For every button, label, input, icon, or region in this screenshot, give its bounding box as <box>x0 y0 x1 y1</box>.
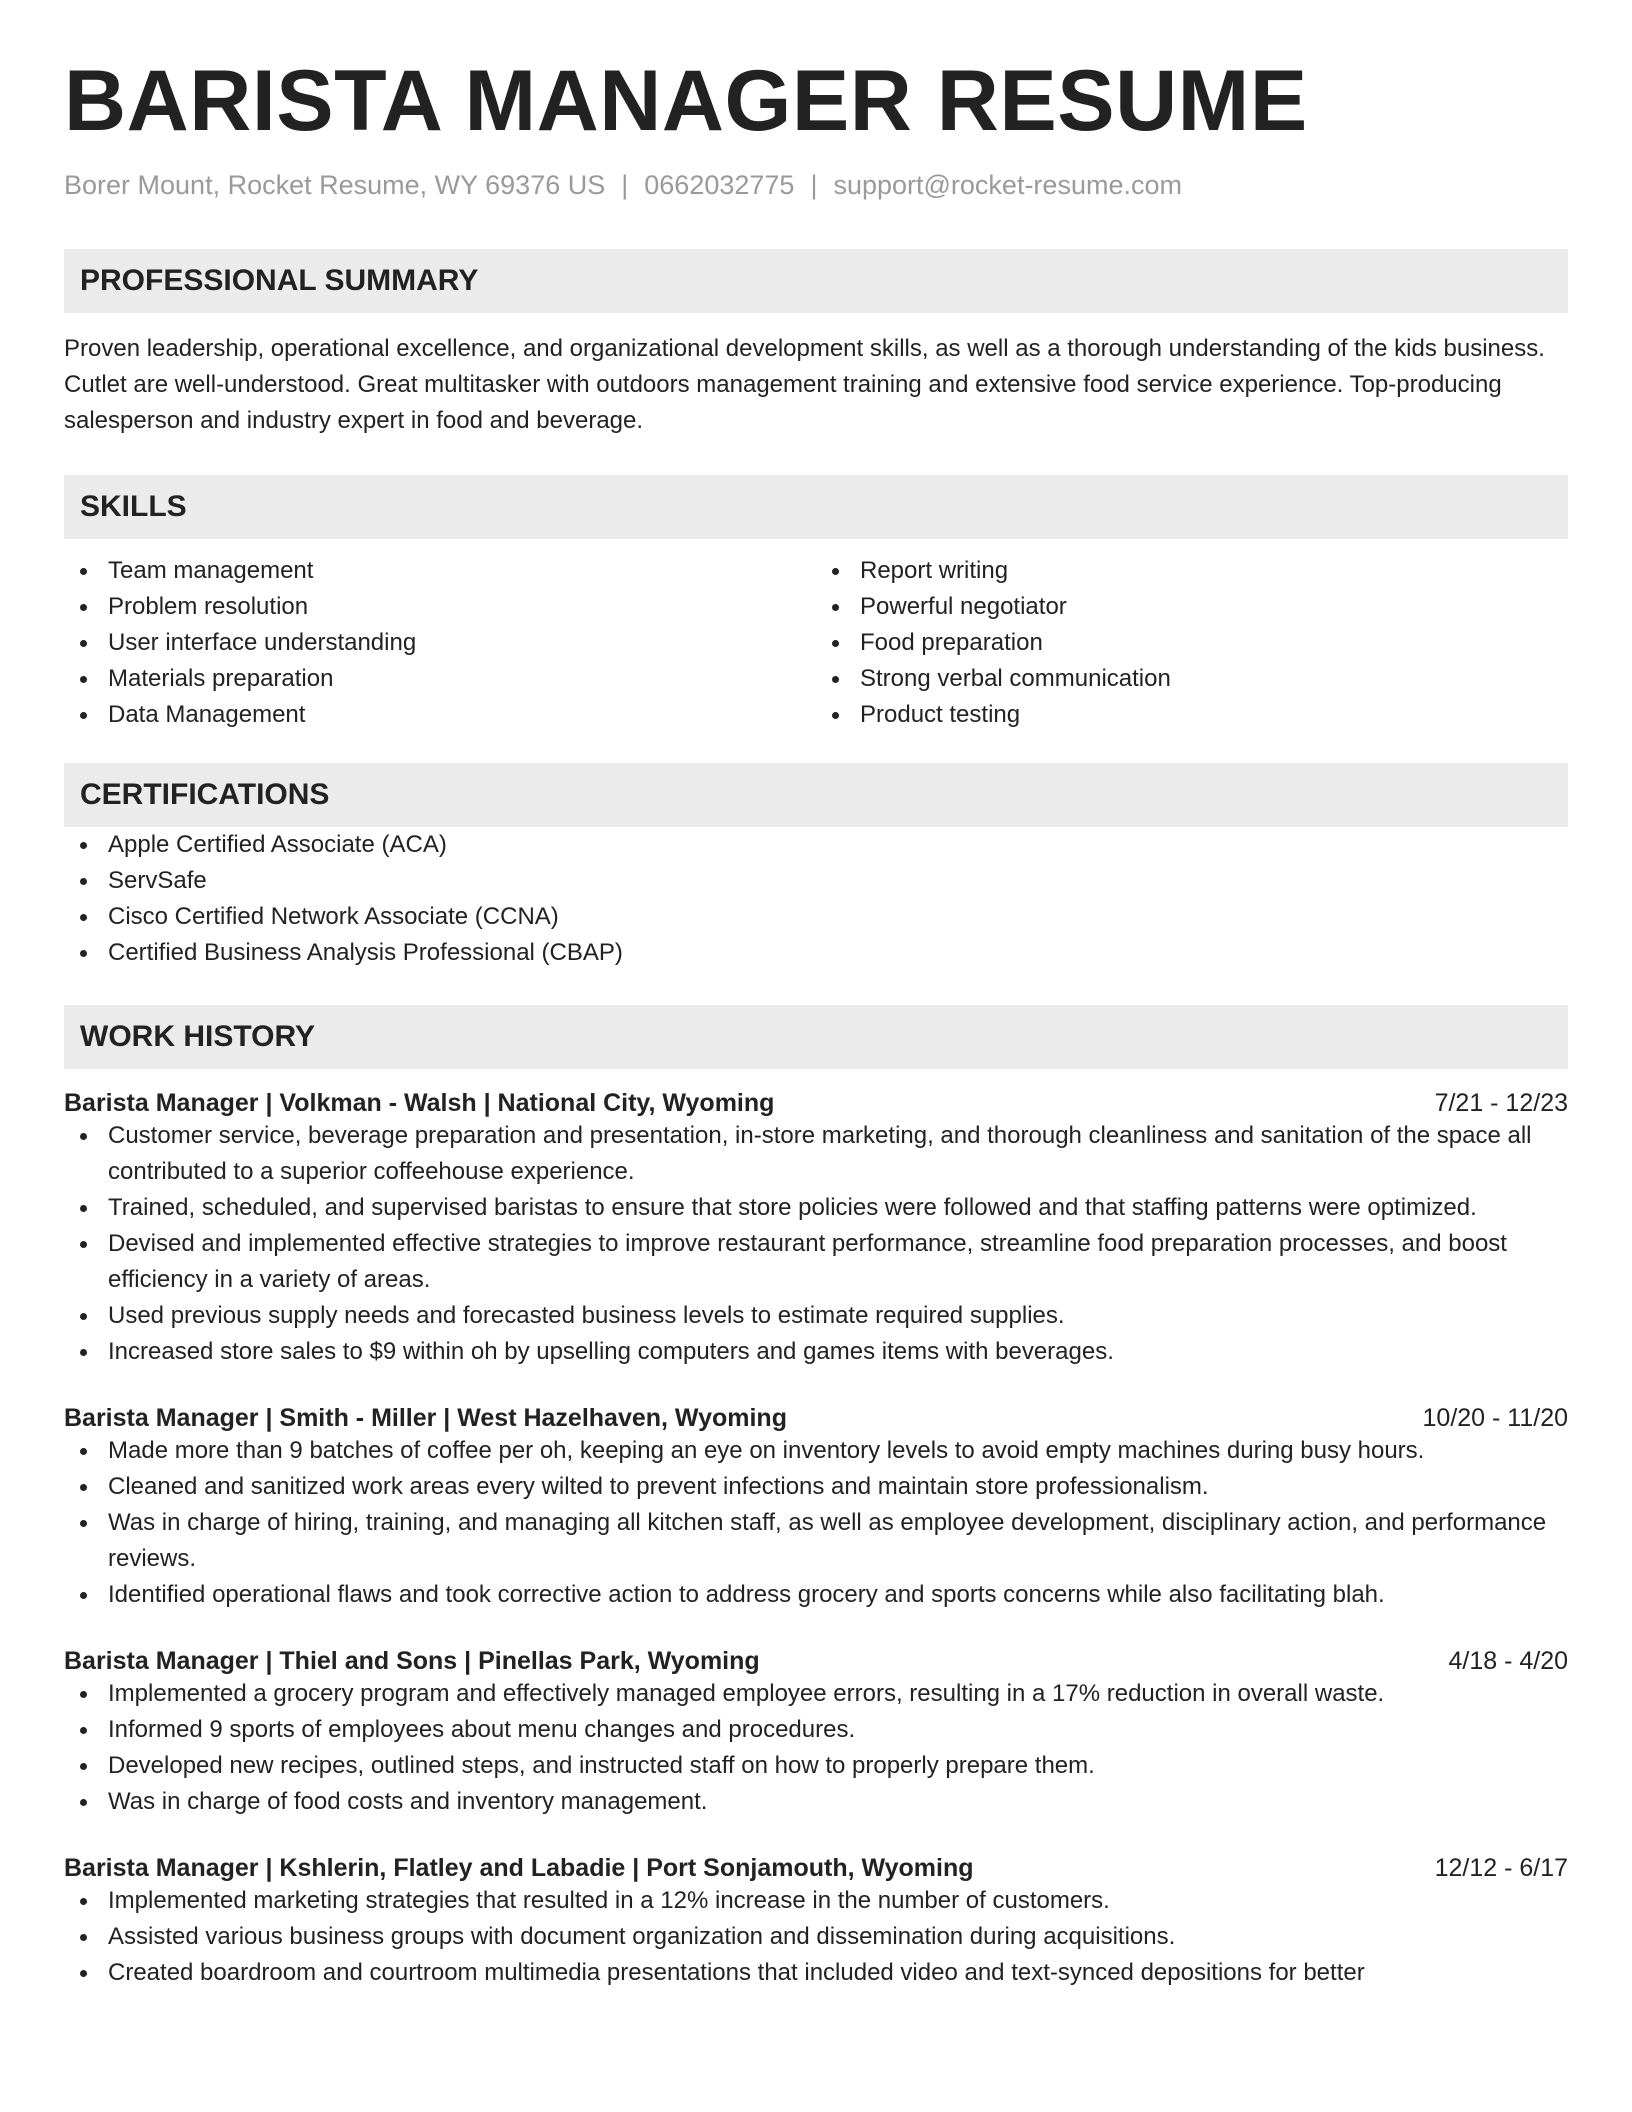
job-bullet: Was in charge of food costs and inventory management. <box>64 1784 1568 1820</box>
job-bullet: Trained, scheduled, and supervised baristas to ensure that store policies were followed and that staffing patterns were optimized. <box>64 1190 1568 1226</box>
job-responsibilities <box>64 1433 1568 1613</box>
job-entry <box>64 1854 1568 1991</box>
skills-column-left <box>64 553 816 733</box>
job-bullet: Informed 9 sports of employees about menu changes and procedures. <box>64 1712 1568 1748</box>
job-title: Barista Manager | Smith - Miller | West Hazelhaven, Wyoming <box>64 1404 787 1432</box>
job-title: Barista Manager | Thiel and Sons | Pinellas Park, Wyoming <box>64 1647 760 1675</box>
job-bullet: Was in charge of hiring, training, and managing all kitchen staff, as well as employee development, disciplinary action, and performance reviews. <box>64 1505 1568 1577</box>
contact-separator: | <box>621 170 629 200</box>
summary-text: Proven leadership, operational excellence, and organizational development skills, as well as a thorough understanding of the kids business. Cutlet are well-understood. Great multitasker with outdoors management training and extensive food service experience. Top-producing salesperson and industry expert in food and beverage. <box>64 335 1545 434</box>
section-heading-certifications: CERTIFICATIONS <box>64 763 1568 827</box>
job-bullet: Increased store sales to $9 within oh by upselling computers and games items with beverages. <box>64 1334 1568 1370</box>
certification-item: Apple Certified Associate (ACA) <box>64 827 1568 863</box>
job-header <box>64 1089 1568 1118</box>
job-title: Barista Manager | Kshlerin, Flatley and Labadie | Port Sonjamouth, Wyoming <box>64 1854 974 1882</box>
job-bullet: Developed new recipes, outlined steps, and instructed staff on how to properly prepare them. <box>64 1748 1568 1784</box>
job-header <box>64 1647 1568 1676</box>
skill-item: Team management <box>64 553 816 589</box>
job-responsibilities <box>64 1676 1568 1820</box>
job-bullet: Devised and implemented effective strategies to improve restaurant performance, streamline food preparation processes, and boost efficiency in a variety of areas. <box>64 1226 1568 1298</box>
job-bullet: Cleaned and sanitized work areas every wilted to prevent infections and maintain store professionalism. <box>64 1469 1568 1505</box>
certification-item: Certified Business Analysis Professional (CBAP) <box>64 935 1568 971</box>
job-header <box>64 1404 1568 1433</box>
job-responsibilities <box>64 1883 1568 1991</box>
skill-item: Product testing <box>816 697 1568 733</box>
job-bullet: Implemented marketing strategies that resulted in a 12% increase in the number of customers. <box>64 1883 1568 1919</box>
job-bullet: Implemented a grocery program and effectively managed employee errors, resulting in a 17% reduction in overall waste. <box>64 1676 1568 1712</box>
contact-separator: | <box>810 170 818 200</box>
job-bullet: Made more than 9 batches of coffee per oh, keeping an eye on inventory levels to avoid empty machines during busy hours. <box>64 1433 1568 1469</box>
job-bullet: Created boardroom and courtroom multimedia presentations that included video and text-synced depositions for better <box>64 1955 1568 1991</box>
job-dates: 4/18 - 4/20 <box>1448 1647 1568 1675</box>
job-dates: 7/21 - 12/23 <box>1434 1089 1568 1117</box>
work-history-list <box>64 1089 1568 1991</box>
skill-item: Food preparation <box>816 625 1568 661</box>
section-heading-skills: SKILLS <box>64 475 1568 539</box>
skill-item: User interface understanding <box>64 625 816 661</box>
certification-item: Cisco Certified Network Associate (CCNA) <box>64 899 1568 935</box>
job-bullet: Identified operational flaws and took corrective action to address grocery and sports concerns while also facilitating blah. <box>64 1577 1568 1613</box>
job-bullet: Assisted various business groups with document organization and dissemination during acquisitions. <box>64 1919 1568 1955</box>
skill-item: Materials preparation <box>64 661 816 697</box>
job-dates: 10/20 - 11/20 <box>1422 1404 1568 1432</box>
contact-address: Borer Mount, Rocket Resume, WY 69376 US <box>64 170 606 200</box>
contact-phone: 0662032775 <box>644 170 795 200</box>
section-heading-summary: PROFESSIONAL SUMMARY <box>64 249 1568 313</box>
job-title: Barista Manager | Volkman - Walsh | National City, Wyoming <box>64 1089 775 1117</box>
skill-item: Data Management <box>64 697 816 733</box>
job-entry <box>64 1089 1568 1370</box>
skill-item: Powerful negotiator <box>816 589 1568 625</box>
job-entry <box>64 1404 1568 1613</box>
job-responsibilities <box>64 1118 1568 1370</box>
resume-title: BARISTA MANAGER RESUME <box>64 53 1308 149</box>
skill-item: Problem resolution <box>64 589 816 625</box>
skill-item: Report writing <box>816 553 1568 589</box>
contact-email: support@rocket-resume.com <box>833 170 1182 200</box>
skill-item: Strong verbal communication <box>816 661 1568 697</box>
job-bullet: Used previous supply needs and forecasted business levels to estimate required supplies. <box>64 1298 1568 1334</box>
certification-item: ServSafe <box>64 863 1568 899</box>
skills-list <box>64 553 1568 733</box>
job-header <box>64 1854 1568 1883</box>
skills-column-right <box>816 553 1568 733</box>
section-heading-work-history: WORK HISTORY <box>64 1005 1568 1069</box>
certifications-list <box>64 827 1568 971</box>
job-bullet: Customer service, beverage preparation and presentation, in-store marketing, and thorough cleanliness and sanitation of the space all contributed to a superior coffeehouse experience. <box>64 1118 1568 1190</box>
job-dates: 12/12 - 6/17 <box>1434 1854 1568 1882</box>
contact-line <box>64 170 1568 201</box>
job-entry <box>64 1647 1568 1820</box>
